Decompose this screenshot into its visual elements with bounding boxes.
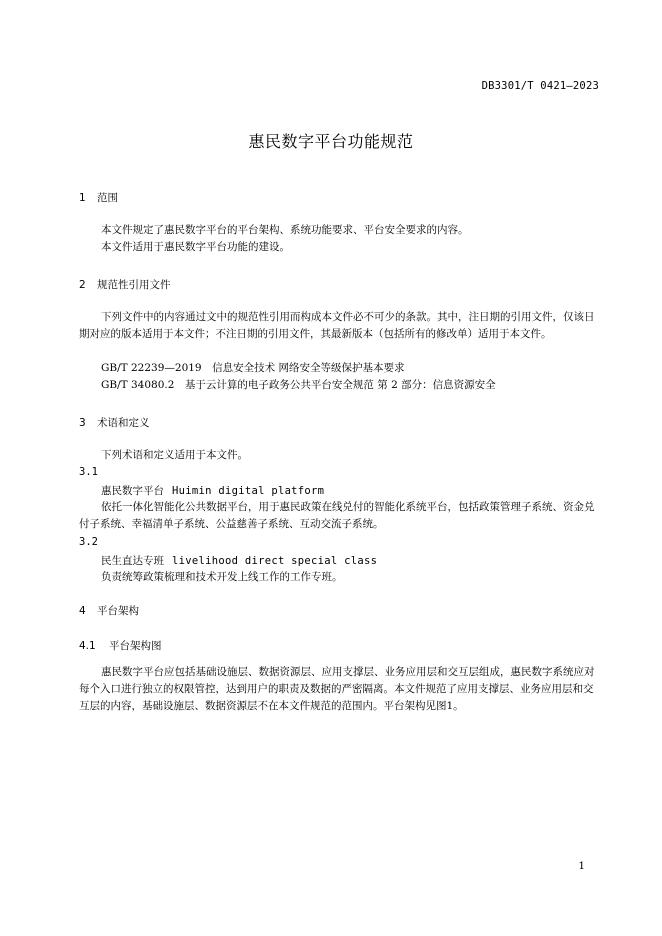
section-title: 规范性引用文件 <box>97 279 171 291</box>
section-2-heading <box>79 277 171 292</box>
subsection-4-1-para: 惠民数字平台应包括基础设施层、数据资源层、应用支撑层、业务应用层和交互层组成，惠民数字系统应对每个入口进行独立的权限管控，达到用户的职责及数据的严密隔离。本文件规范了应用支撑层、业务应用层和交互层的内容，基础设施层、数据资源层不在本文件规范的范围内。平台架构见图1。 <box>79 666 595 712</box>
section-number: 1 <box>79 192 86 204</box>
section-title: 平台架构 <box>97 605 139 617</box>
section-3-heading <box>79 415 150 430</box>
subsection-4-1-heading <box>79 638 162 653</box>
term-en: Huimin digital platform <box>172 485 325 497</box>
reference-item: GB/T 34080.2 基于云计算的电子政务公共平台安全规范 第 2 部分：信息资源安全 <box>101 379 496 391</box>
section-number: 4 <box>79 605 86 617</box>
term-definition: 依托一体化智能化公共数据平台，用于惠民政策在线兑付的智能化系统平台，包括政策管理子系统、资金兑付子系统、幸福清单子系统、公益慈善子系统、互动交流子系统。 <box>79 501 595 530</box>
reference-item: GB/T 22239—2019 信息安全技术 网络安全等级保护基本要求 <box>101 362 405 374</box>
section-number: 2 <box>79 279 86 291</box>
term-number: 3.1 <box>79 466 98 478</box>
term-en: livelihood direct special class <box>172 555 378 567</box>
term-zh: 民生直达专班 <box>101 555 164 567</box>
subsection-number: 4.1 <box>79 640 96 652</box>
section-number: 3 <box>79 417 86 429</box>
doc-code: DB3301/T 0421—2023 <box>481 80 599 92</box>
term-definition: 负责统筹政策梳理和技术开发上线工作的工作专班。 <box>101 571 343 583</box>
page-title: 惠民数字平台功能规范 <box>248 132 414 151</box>
term-zh: 惠民数字平台 <box>101 485 164 497</box>
section-title: 范围 <box>97 192 118 204</box>
term-number: 3.2 <box>79 536 98 548</box>
section-4-heading <box>79 603 139 618</box>
section-title: 术语和定义 <box>97 417 150 429</box>
section-1-heading <box>79 190 118 205</box>
section-1-para-2: 本文件适用于惠民数字平台功能的建设。 <box>101 241 290 253</box>
subsection-title: 平台架构图 <box>109 640 162 652</box>
term-name <box>101 553 377 568</box>
section-3-intro: 下列术语和定义适用于本文件。 <box>101 449 248 461</box>
page-number: 1 <box>578 860 585 872</box>
section-1-para-1: 本文件规定了惠民数字平台的平台架构、系统功能要求、平台安全要求的内容。 <box>101 224 469 236</box>
section-2-intro: 下列文件中的内容通过文中的规范性引用而构成本文件必不可少的条款。其中，注日期的引用文件，仅该日期对应的版本适用于本文件；不注日期的引用文件，其最新版本（包括所有的修改单）适用于本文件。 <box>79 311 595 340</box>
term-name <box>101 483 324 498</box>
